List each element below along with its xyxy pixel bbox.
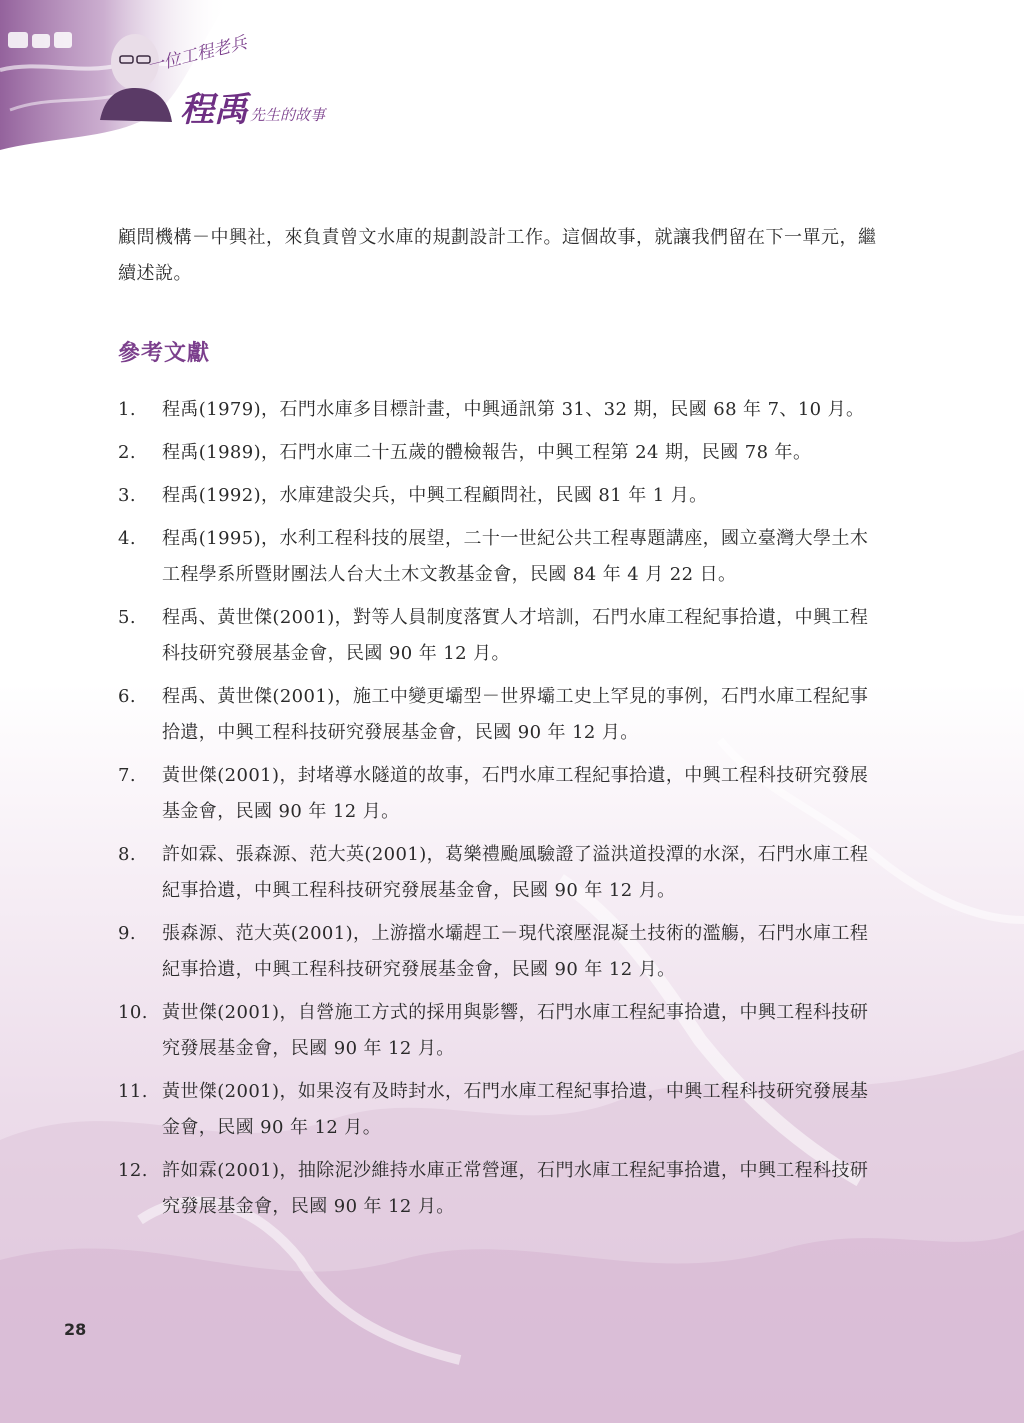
reference-item (118, 758, 880, 830)
body-paragraph: 顧問機構－中興社，來負責曾文水庫的規劃設計工作。這個故事，就讓我們留在下一單元，繼續述說。 (118, 227, 877, 284)
reference-number: 2. (118, 442, 136, 463)
reference-item (118, 521, 880, 593)
book-title-name: 程禹 (180, 90, 248, 130)
reference-item (118, 679, 880, 751)
references-heading: 參考文獻 (118, 341, 211, 366)
book-title-line1: 一位工程老兵 (145, 32, 249, 77)
reference-text: 黃世傑(2001)，封堵導水隧道的故事，石門水庫工程紀事拾遺，中興工程科技研究發展基金會，民國 90 年 12 月。 (162, 765, 869, 822)
reference-item (118, 1074, 880, 1146)
page-number: 28 (64, 1320, 87, 1339)
book-title-tail: 先生的故事 (250, 106, 326, 124)
reference-item (118, 435, 880, 471)
reference-number: 12. (118, 1160, 148, 1181)
reference-number: 1. (118, 399, 136, 420)
reference-number: 7. (118, 765, 136, 786)
reference-number: 9. (118, 923, 136, 944)
reference-text: 許如霖(2001)，抽除泥沙維持水庫正常營運，石門水庫工程紀事拾遺，中興工程科技研究發展基金會，民國 90 年 12 月。 (162, 1160, 869, 1217)
reference-number: 10. (118, 1002, 148, 1023)
reference-text: 張森源、范大英(2001)，上游擋水壩趕工－現代滾壓混凝土技術的濫觴，石門水庫工程紀事拾遺，中興工程科技研究發展基金會，民國 90 年 12 月。 (162, 923, 869, 980)
reference-text: 許如霖、張森源、范大英(2001)，葛樂禮颱風驗證了溢洪道投潭的水深，石門水庫工程紀事拾遺，中興工程科技研究發展基金會，民國 90 年 12 月。 (162, 844, 869, 901)
reference-number: 8. (118, 844, 136, 865)
reference-text: 程禹(1995)，水利工程科技的展望，二十一世紀公共工程專題講座，國立臺灣大學土木工程學系所暨財團法人台大土木文教基金會，民國 84 年 4 月 22 日。 (162, 528, 869, 585)
reference-text: 程禹(1989)，石門水庫二十五歲的體檢報告，中興工程第 24 期，民國 78 年。 (162, 442, 812, 463)
reference-item (118, 1153, 880, 1225)
reference-item (118, 600, 880, 672)
reference-number: 5. (118, 607, 136, 628)
calligraphy-mark (8, 32, 72, 48)
references-list (118, 392, 880, 1232)
reference-text: 程禹、黃世傑(2001)，施工中變更壩型－世界壩工史上罕見的事例，石門水庫工程紀事拾遺，中興工程科技研究發展基金會，民國 90 年 12 月。 (162, 686, 869, 743)
reference-number: 3. (118, 485, 136, 506)
reference-text: 程禹(1992)，水庫建設尖兵，中興工程顧問社，民國 81 年 1 月。 (162, 485, 708, 506)
reference-text: 程禹、黃世傑(2001)，對等人員制度落實人才培訓，石門水庫工程紀事拾遺，中興工程科技研究發展基金會，民國 90 年 12 月。 (162, 607, 869, 664)
reference-item (118, 392, 880, 428)
reference-text: 程禹(1979)，石門水庫多目標計畫，中興通訊第 31、32 期，民國 68 年 7、10 月。 (162, 399, 865, 420)
reference-item (118, 995, 880, 1067)
reference-item (118, 837, 880, 909)
reference-item (118, 478, 880, 514)
reference-number: 11. (118, 1081, 148, 1102)
reference-text: 黃世傑(2001)，如果沒有及時封水，石門水庫工程紀事拾遺，中興工程科技研究發展基金會，民國 90 年 12 月。 (162, 1081, 869, 1138)
reference-text: 黃世傑(2001)，自營施工方式的採用與影響，石門水庫工程紀事拾遺，中興工程科技研究發展基金會，民國 90 年 12 月。 (162, 1002, 869, 1059)
reference-item (118, 916, 880, 988)
reference-number: 4. (118, 528, 136, 549)
reference-number: 6. (118, 686, 136, 707)
